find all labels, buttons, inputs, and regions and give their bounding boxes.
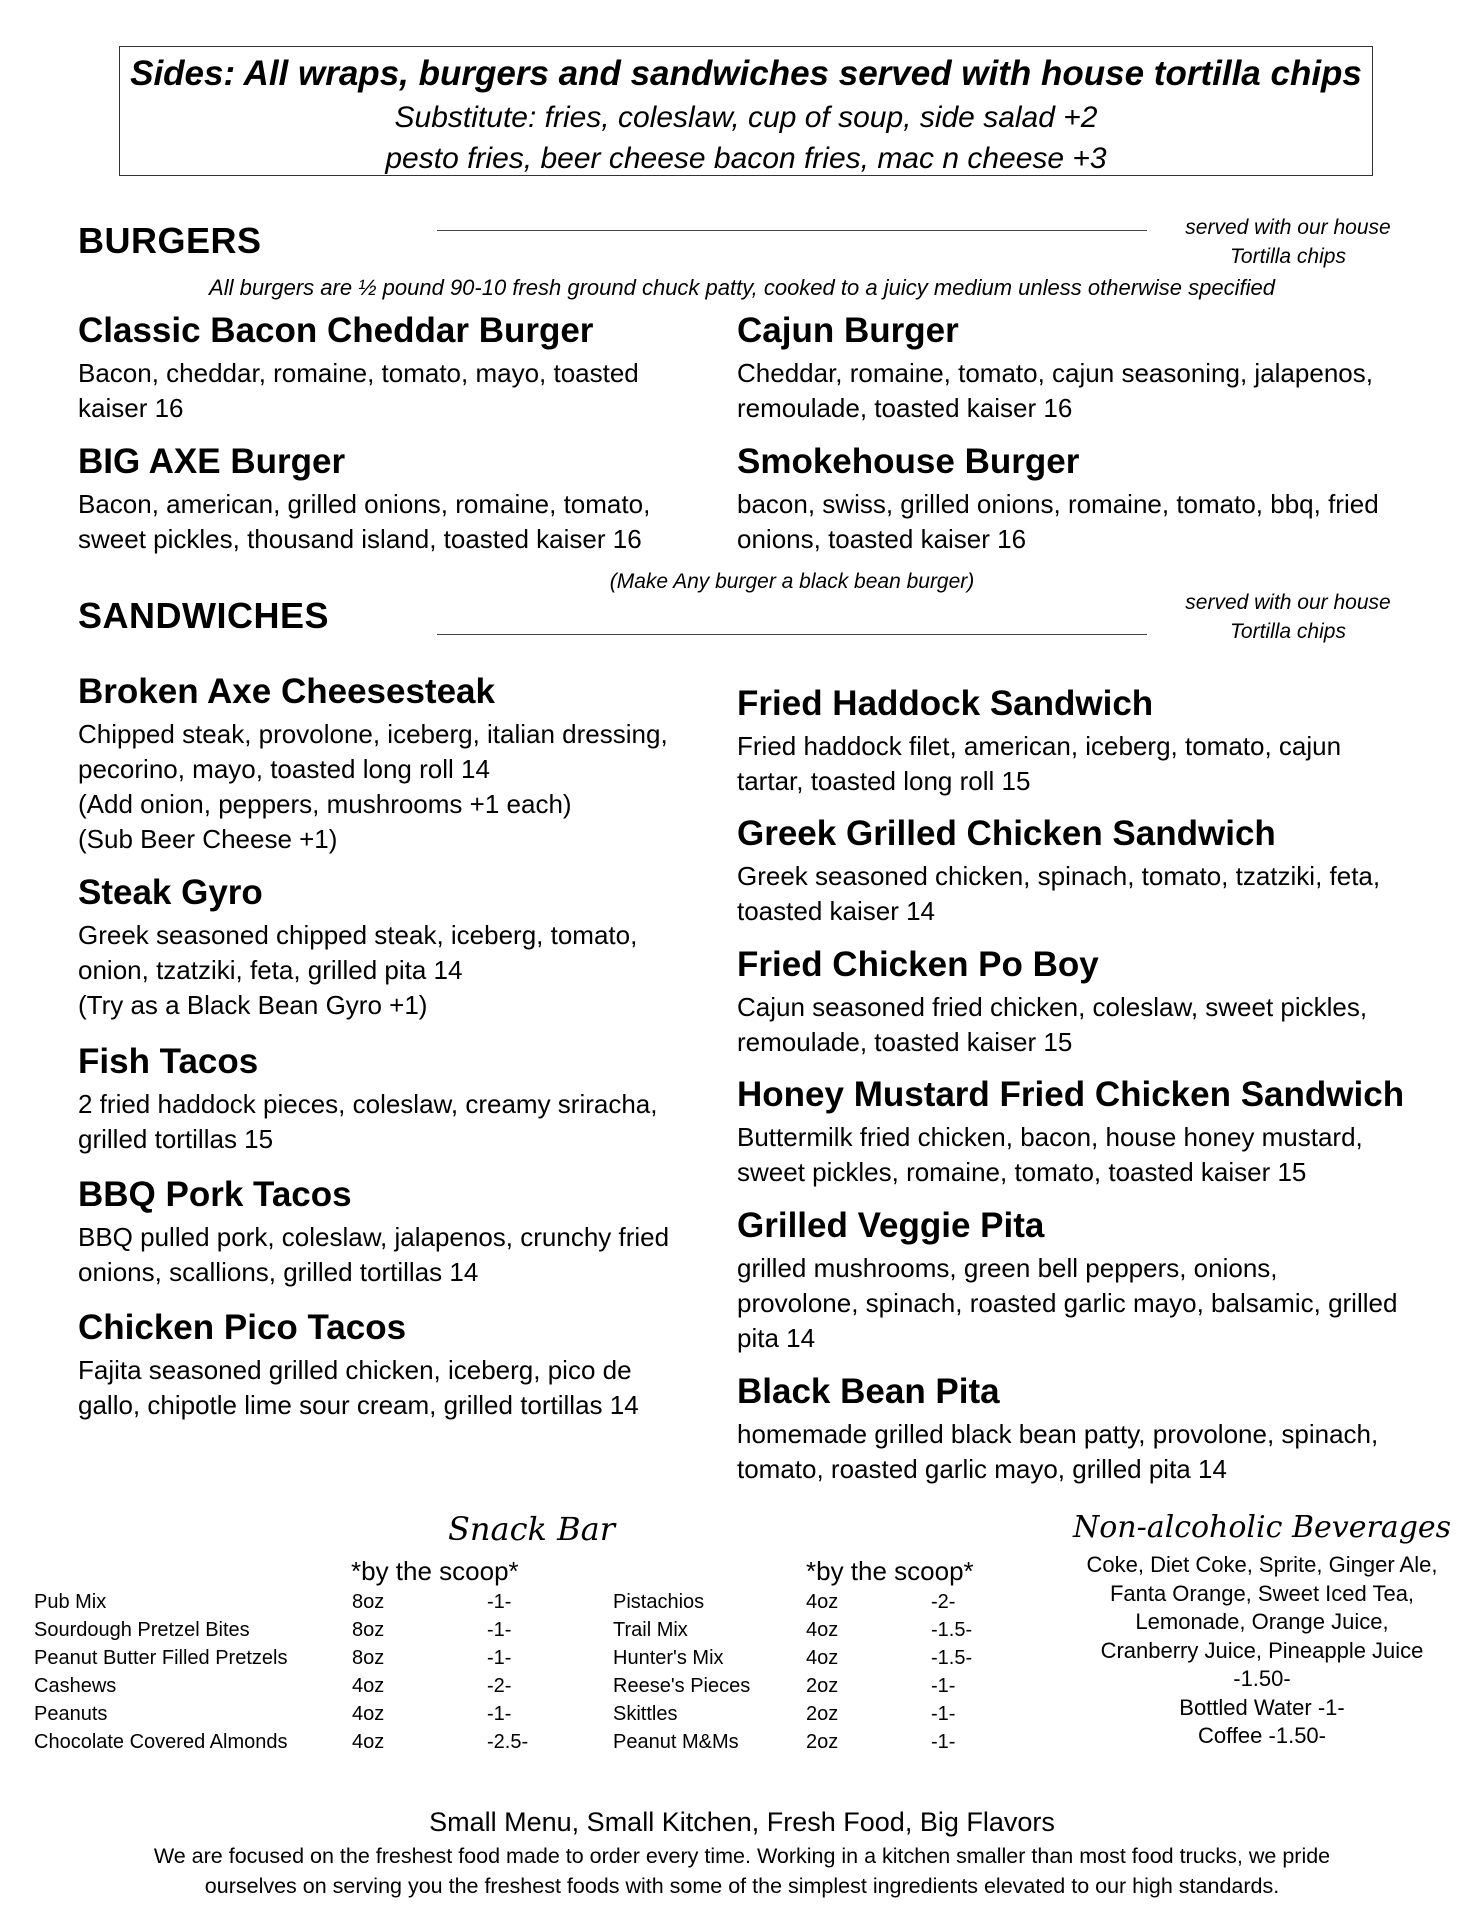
desc-line: Greek seasoned chipped steak, iceberg, tomato, bbox=[78, 920, 638, 950]
snack-size: 4oz bbox=[352, 1675, 385, 1697]
desc-line: remoulade, toasted kaiser 15 bbox=[737, 1027, 1073, 1057]
beverages-list bbox=[1052, 1551, 1472, 1751]
scoop-label-right: *by the scoop* bbox=[806, 1556, 974, 1586]
sides-title: Sides: All wraps, burgers and sandwiches served with house tortilla chips bbox=[130, 54, 1362, 93]
menu-item-steak-gyro bbox=[78, 871, 718, 1023]
desc-line: Chipped steak, provolone, iceberg, italian dressing, bbox=[78, 719, 668, 749]
beverage-line: Coke, Diet Coke, Sprite, Ginger Ale, bbox=[1086, 1552, 1438, 1577]
snack-price: -1- bbox=[487, 1703, 512, 1725]
burgers-divider bbox=[437, 230, 1147, 231]
item-name: Greek Grilled Chicken Sandwich bbox=[737, 814, 1276, 853]
burgers-patty-note: All burgers are ½ pound 90-10 fresh ground chuck patty, cooked to a juicy medium unless otherwise specified bbox=[209, 275, 1275, 300]
footer-line-1: We are focused on the freshest food made to order every time. Working in a kitchen smaller than most food trucks, we pride bbox=[153, 1844, 1331, 1868]
beverages-title: Non-alcoholic Beverages bbox=[1072, 1510, 1452, 1545]
desc-line: toasted kaiser 14 bbox=[737, 896, 936, 926]
desc-line: pita 14 bbox=[737, 1323, 816, 1353]
item-name: Smokehouse Burger bbox=[737, 442, 1080, 481]
item-description: Bacon, american, grilled onions, romaine, tomato, sweet pickles, thousand island, toasted kaiser 16 bbox=[78, 489, 651, 554]
snack-name: Cashews bbox=[34, 1675, 117, 1697]
burgers-served-note bbox=[1158, 213, 1418, 271]
desc-line: grilled mushrooms, green bell peppers, onions, bbox=[737, 1253, 1278, 1283]
snack-size: 4oz bbox=[352, 1731, 385, 1753]
item-description bbox=[737, 1417, 1457, 1487]
sandwiches-served-note bbox=[1158, 588, 1418, 646]
snack-size: 8oz bbox=[352, 1591, 385, 1613]
desc-line: Buttermilk fried chicken, bacon, house honey mustard, bbox=[737, 1122, 1363, 1152]
item-name: Honey Mustard Fried Chicken Sandwich bbox=[737, 1075, 1405, 1114]
burgers-title: BURGERS bbox=[78, 220, 262, 261]
snack-name: Peanut M&Ms bbox=[613, 1731, 739, 1753]
item-name: Classic Bacon Cheddar Burger bbox=[78, 311, 594, 350]
menu-item-greek-grilled-chicken-sandwich bbox=[737, 812, 1457, 929]
desc-line: Cajun seasoned fried chicken, coleslaw, sweet pickles, bbox=[737, 992, 1368, 1022]
sides-premium-line: pesto fries, beer cheese bacon fries, mac n cheese +3 bbox=[385, 142, 1107, 175]
menu-item-fried-chicken-po-boy bbox=[737, 943, 1457, 1060]
item-description bbox=[737, 1120, 1457, 1190]
menu-item-fried-haddock-sandwich bbox=[737, 682, 1457, 799]
snack-price: -1- bbox=[487, 1619, 512, 1641]
item-description bbox=[78, 1353, 718, 1423]
beverage-line: Coffee -1.50- bbox=[1197, 1723, 1326, 1748]
served-line-1: served with our house bbox=[1185, 591, 1391, 614]
snack-size: 4oz bbox=[352, 1703, 385, 1725]
desc-line: onions, scallions, grilled tortillas 14 bbox=[78, 1257, 479, 1287]
item-name: Broken Axe Cheesesteak bbox=[78, 672, 495, 711]
menu-item-smokehouse-burger bbox=[737, 440, 1377, 557]
beverage-line: Cranberry Juice, Pineapple Juice bbox=[1100, 1637, 1424, 1663]
menu-item-black-bean-pita bbox=[737, 1370, 1457, 1487]
menu-item-honey-mustard-fried-chicken-sandwich bbox=[737, 1073, 1457, 1190]
item-description: Cheddar, romaine, tomato, cajun seasoning, jalapenos, remoulade, toasted kaiser 16 bbox=[737, 358, 1373, 423]
menu-item-cajun-burger bbox=[737, 309, 1377, 426]
footer-title: Small Menu, Small Kitchen, Fresh Food, Big Flavors bbox=[429, 1807, 1055, 1837]
snack-size: 2oz bbox=[806, 1703, 839, 1725]
snack-price: -2- bbox=[487, 1675, 512, 1697]
item-description bbox=[78, 918, 718, 1023]
desc-line: Greek seasoned chicken, spinach, tomato, tzatziki, feta, bbox=[737, 861, 1381, 891]
item-name: BBQ Pork Tacos bbox=[78, 1175, 352, 1214]
black-bean-burger-note: (Make Any burger a black bean burger) bbox=[609, 570, 975, 593]
beverage-line: Fanta Orange, Sweet Iced Tea, bbox=[1109, 1580, 1415, 1606]
desc-line: Fried haddock filet, american, iceberg, tomato, cajun bbox=[737, 731, 1342, 761]
snack-size: 2oz bbox=[806, 1675, 839, 1697]
item-description bbox=[78, 1220, 718, 1290]
desc-line: onion, tzatziki, feta, grilled pita 14 bbox=[78, 955, 463, 985]
footer-line-2: ourselves on serving you the freshest foods with some of the simplest ingredients elevated to our high standards. bbox=[204, 1874, 1280, 1898]
item-description: Bacon, cheddar, romaine, tomato, mayo, toasted kaiser 16 bbox=[78, 358, 639, 423]
served-line-1: served with our house bbox=[1185, 216, 1391, 239]
desc-line: 2 fried haddock pieces, coleslaw, creamy sriracha, bbox=[78, 1089, 658, 1119]
snack-price: -2.5- bbox=[487, 1731, 529, 1753]
menu-item-grilled-veggie-pita bbox=[737, 1204, 1457, 1356]
menu-item-big-axe-burger bbox=[78, 440, 718, 557]
desc-line: (Sub Beer Cheese +1) bbox=[78, 824, 338, 854]
snack-name: Pistachios bbox=[613, 1591, 705, 1613]
menu-item-classic-bacon-cheddar-burger bbox=[78, 309, 718, 426]
sandwiches-title: SANDWICHES bbox=[78, 595, 330, 636]
desc-line: BBQ pulled pork, coleslaw, jalapenos, crunchy fried bbox=[78, 1222, 670, 1252]
desc-line: (Add onion, peppers, mushrooms +1 each) bbox=[78, 789, 572, 819]
snack-name: Hunter's Mix bbox=[613, 1647, 724, 1669]
snack-price: -1- bbox=[931, 1731, 956, 1753]
served-line-2: Tortilla chips bbox=[1230, 620, 1346, 643]
sides-substitute-line: Substitute: fries, coleslaw, cup of soup, side salad +2 bbox=[394, 101, 1098, 134]
beverage-line: Bottled Water -1- bbox=[1179, 1694, 1345, 1720]
item-description bbox=[737, 859, 1457, 929]
menu-item-chicken-pico-tacos bbox=[78, 1306, 718, 1423]
snack-name: Chocolate Covered Almonds bbox=[34, 1731, 288, 1753]
sandwiches-divider bbox=[437, 634, 1147, 635]
snack-price: -2- bbox=[931, 1591, 956, 1613]
snack-price: -1- bbox=[487, 1647, 512, 1669]
snack-size: 4oz bbox=[806, 1591, 839, 1613]
item-description: bacon, swiss, grilled onions, romaine, tomato, bbq, fried onions, toasted kaiser 16 bbox=[737, 489, 1379, 554]
item-name: Black Bean Pita bbox=[737, 1372, 1000, 1411]
item-description bbox=[78, 1087, 718, 1157]
item-name: Grilled Veggie Pita bbox=[737, 1206, 1045, 1245]
snack-size: 4oz bbox=[806, 1647, 839, 1669]
snack-bar-title: Snack Bar bbox=[448, 1510, 615, 1548]
snack-name: Sourdough Pretzel Bites bbox=[34, 1619, 250, 1641]
snack-name: Pub Mix bbox=[34, 1591, 107, 1613]
item-description bbox=[737, 990, 1457, 1060]
desc-line: tomato, roasted garlic mayo, grilled pita 14 bbox=[737, 1454, 1227, 1484]
item-name: Steak Gyro bbox=[78, 873, 263, 912]
snack-price: -1- bbox=[931, 1703, 956, 1725]
desc-line: (Try as a Black Bean Gyro +1) bbox=[78, 990, 428, 1020]
item-name: Chicken Pico Tacos bbox=[78, 1308, 407, 1347]
desc-line: tartar, toasted long roll 15 bbox=[737, 766, 1031, 796]
snack-name: Trail Mix bbox=[613, 1619, 688, 1641]
item-description bbox=[737, 729, 1457, 799]
item-description bbox=[737, 1251, 1457, 1356]
desc-line: pecorino, mayo, toasted long roll 14 bbox=[78, 754, 490, 784]
desc-line: Fajita seasoned grilled chicken, iceberg, pico de bbox=[78, 1355, 632, 1385]
snack-name: Skittles bbox=[613, 1703, 678, 1725]
menu-item-broken-axe-cheesesteak bbox=[78, 670, 718, 857]
item-name: BIG AXE Burger bbox=[78, 442, 346, 481]
item-name: Fish Tacos bbox=[78, 1042, 259, 1081]
snack-size: 2oz bbox=[806, 1731, 839, 1753]
desc-line: grilled tortillas 15 bbox=[78, 1124, 274, 1154]
desc-line: sweet pickles, romaine, tomato, toasted kaiser 15 bbox=[737, 1157, 1307, 1187]
snack-price: -1- bbox=[931, 1675, 956, 1697]
scoop-label-left: *by the scoop* bbox=[351, 1556, 519, 1586]
snack-price: -1- bbox=[487, 1591, 512, 1613]
beverage-price: -1.50- bbox=[1233, 1666, 1291, 1691]
menu-item-fish-tacos bbox=[78, 1040, 718, 1157]
snack-size: 8oz bbox=[352, 1647, 385, 1669]
desc-line: provolone, spinach, roasted garlic mayo, balsamic, grilled bbox=[737, 1288, 1398, 1318]
desc-line: gallo, chipotle lime sour cream, grilled tortillas 14 bbox=[78, 1390, 639, 1420]
snack-price: -1.5- bbox=[931, 1619, 973, 1641]
item-description bbox=[78, 717, 718, 857]
desc-line: homemade grilled black bean patty, provolone, spinach, bbox=[737, 1419, 1379, 1449]
snack-size: 8oz bbox=[352, 1619, 385, 1641]
snack-name: Reese's Pieces bbox=[613, 1675, 751, 1697]
menu-item-bbq-pork-tacos bbox=[78, 1173, 718, 1290]
snack-name: Peanuts bbox=[34, 1703, 108, 1725]
snack-name: Peanut Butter Filled Pretzels bbox=[34, 1647, 288, 1669]
sides-box bbox=[119, 46, 1373, 176]
item-name: Fried Chicken Po Boy bbox=[737, 945, 1099, 984]
snack-size: 4oz bbox=[806, 1619, 839, 1641]
item-name: Cajun Burger bbox=[737, 311, 959, 350]
snack-price: -1.5- bbox=[931, 1647, 973, 1669]
beverage-line: Lemonade, Orange Juice, bbox=[1135, 1609, 1389, 1634]
served-line-2: Tortilla chips bbox=[1230, 245, 1346, 268]
item-name: Fried Haddock Sandwich bbox=[737, 684, 1154, 723]
